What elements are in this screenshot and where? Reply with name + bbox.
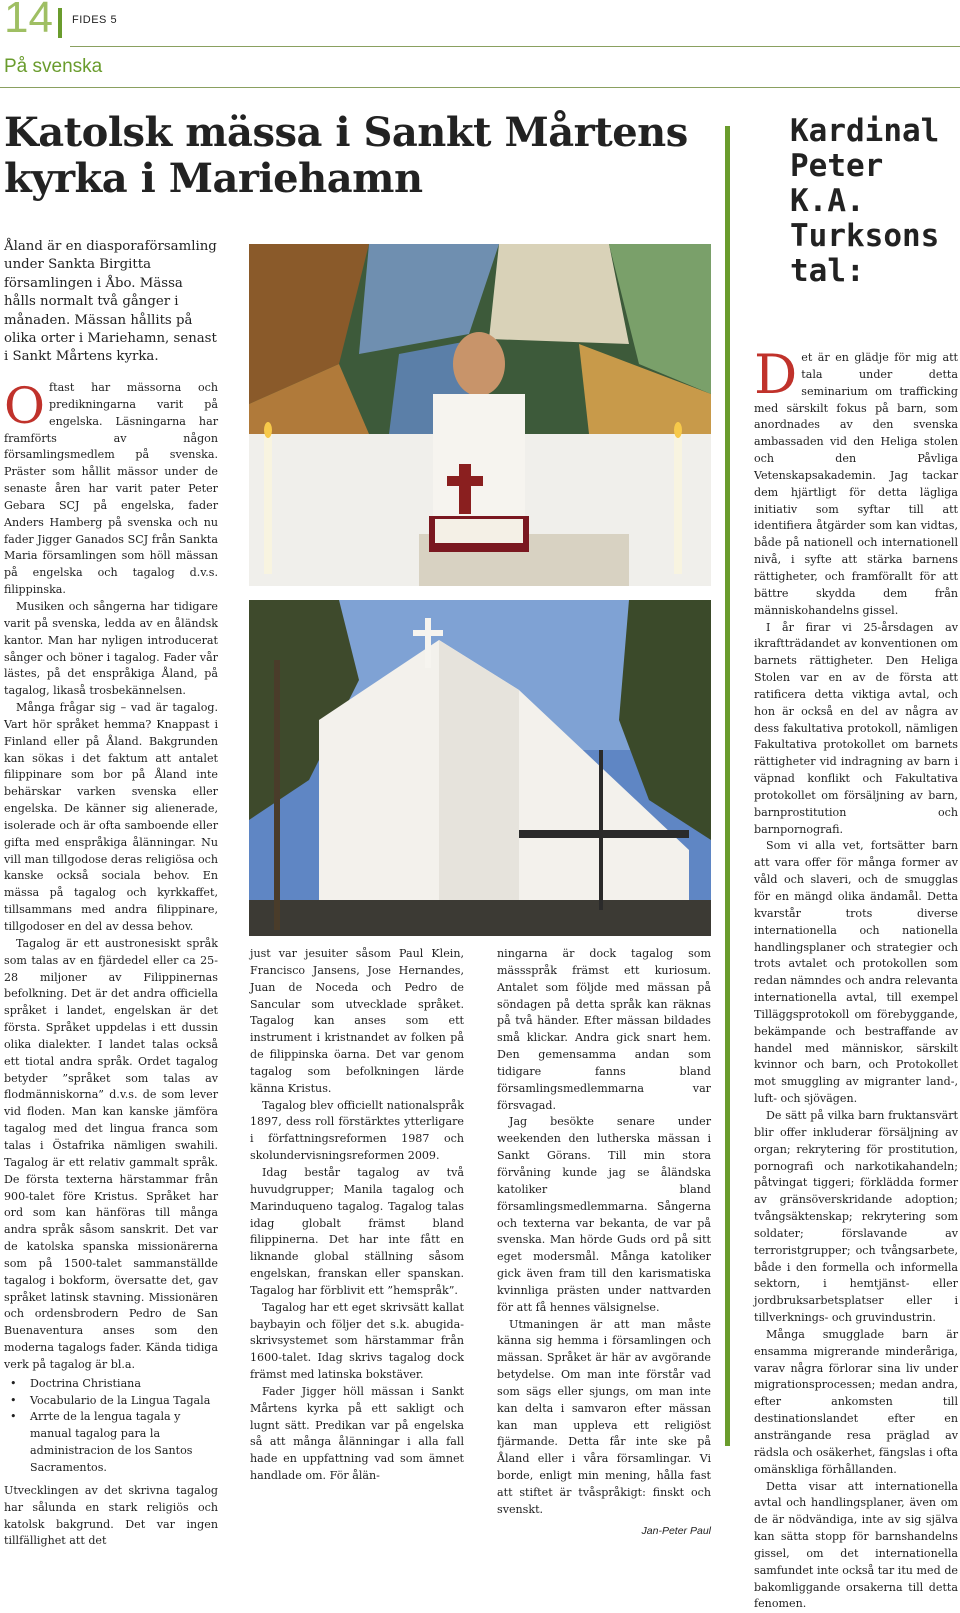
bullet-item: • Vocabulario de la Lingua Tagala [4, 1393, 218, 1410]
article-column-2 [250, 946, 464, 1485]
article-column-3 [497, 946, 711, 1540]
paragraph: Jag besökte senare under weekenden den lutherska mässan i Sankt Görans. Till min stora förvåning kunde jag se åländska katoliker bland församlingsmedlemmarna. Sångerna och texterna var bekanta, de var på svenska. Man hörde Guds ord på sitt eget modersmål. Många katoliker gick även fram till den karismatiska kvinnliga prästen under nattvarden för att få hennes välsignelse. [497, 1115, 711, 1314]
sidebar-first-paragraph [754, 343, 958, 620]
bullet-list [4, 1376, 218, 1477]
bullet-item: • Doctrina Christiana [4, 1376, 218, 1393]
paragraph: ningarna är dock tagalog som mässspråk främst ett kuriosum. Antalet som följde med mässan på söndagen på detta språk kan räknas på två händer. Efter mässan bildades små klickar. Andra gick snart hem. Den gemensamma andan som tidigare fanns bland församlingsmedlemmarna var försvagad. [497, 947, 711, 1112]
photo-church-exterior [249, 600, 711, 936]
first-paragraph [4, 377, 218, 599]
paragraph: Utmaningen är att man måste känna sig hemma i församlingen och mässan. Språket är här av avgörande betydelse. Om man inte förstår vad som sägs eller sjungs, om man inte kan delta i samvaron efter mässan kan man uppleva ett religiöst fjärmande. Detta får inte ske på Åland eller i våra församlingar. Vi borde, enligt min mening, hålla fast att stiftet är tvåspråkigt: finskt och svenskt. [497, 1317, 711, 1516]
paragraph: Tagalog har ett eget skrivsätt kallat baybayin och följer det s.k. abugida-skrivsystemet som härstammar från 1600-talet. Idag skrivs tagalog dock främst med latinska bokstäver. [250, 1300, 464, 1382]
magazine-name: FIDES 5 [72, 14, 118, 26]
article-column-1 [4, 377, 218, 1550]
sidebar-column [754, 343, 958, 1613]
paragraph: Tagalog blev officiellt nationalspråk 1897, dess roll förstärktes ytterligare i författningsreformen 1987 och skolundervisningsreformen 2009. [250, 1098, 464, 1163]
article-headline: Katolsk mässa i Sankt Mårtens kyrka i Mariehamn [4, 109, 688, 202]
dropcap: O [4, 377, 45, 435]
masthead-bar [58, 8, 62, 38]
sidebar-paragraph: Som vi alla vet, fortsätter barn att vara offer för många former av våld och slaveri, och de smugglas för en mängd olika ändamål. Detta kvarstår trots diverse internationella och nationella handlingsplaner och strategier och trots avtalet och protokollen som redan nämndes och andra relevanta internationella avtal, till exempel Tilläggsprotokoll om förebyggande, bekämpande och bestraffande av handel med människor, särskilt kvinnor och barn, och Protokollet mot smuggling av migranter land-, luft- och sjövägen. [754, 839, 958, 1106]
article-lead: Åland är en diasporaförsamling under Sankta Birgitta församlingen i Åbo. Mässa hålls normalt två gånger i månaden. Mässan hållits på olika orter i Mariehamn, senast i Sankt Mårtens kyrka. [4, 239, 217, 365]
bullet-item: • Arrte de la lengua tagala y manual tagalog para la administracion de los Santos Sacramentos. [4, 1409, 218, 1476]
section-rule [0, 87, 960, 88]
paragraph: just var jesuiter såsom Paul Klein, Francisco Jansens, Jose Hernandes, Juan de Noceda och Pedro de Sancular som utvecklade språket. Tagalog kan anses som ett instrument i kristnandet av folken på de filippinska öarna. Det var genom tagalog som befolkningen lärde känna Kristus. [250, 947, 464, 1095]
paragraph: Utvecklingen av det skrivna tagalog har sålunda en stark religiös och katolsk bakgrund. Det var ingen tillfällighet att det [4, 1483, 218, 1548]
section-label: På svenska [4, 56, 103, 77]
sidebar-dropcap: D [754, 343, 798, 406]
sidebar-title: Kardinal Peter K.A. Turksons tal: [790, 113, 940, 289]
sidebar-paragraph: Många smugglade barn är ensamma migrerande minderåriga, varav några förlorar sina liv under migrationsprocessen; medan andra, efter ankomsten till destinationslandet efter en ansträngande resa präglad av rädsla och osäkerhet, fängslas i ofta omänskliga förhållanden. [754, 1327, 958, 1476]
paragraph: Många frågar sig – vad är tagalog. Vart hör språket hemma? Knappast i Finland eller på Åland. Bakgrunden kan sökas i det faktum att antalet filippinare som bor på Åland inte behärskar varken svenska eller engelska. De känner sig alienerade, isolerade och är ofta samboende eller gifta med enspråkiga ålänningar. Nu vill man tillgodose deras religiösa och kanske också sociala behov. En mässa på tagalog och kyrkkaffet, tillsammans med andra filippinare, tillgodoser en del av dessa behov. [4, 701, 218, 933]
sidebar-first-paragraph-text: et är en glädje för mig att tala under detta seminarium om trafficking med särskilt fokus på barn, som anordnades av den svenska ambassaden vid den Heliga stolen och den Påvliga Vetenskapsakademin. Jag tackar dem hjärtligt för detta lägliga initiativ som syftar till att identifiera åtgärder som kan vidtas, både på nationell och internationell nivå, i syfte att stärka barnens rättigheter, och framförallt för att bättre skydda dem från människohandelns gissel. [754, 351, 958, 617]
header-rule [70, 46, 960, 47]
paragraph: Musiken och sångerna har tidigare varit på svenska, ledda av en åländsk kantor. Man har nyligen introducerat sånger och böner i tagalog. Fader vår lästes, på det enspråkiga Åland, på tagalog, likaså trosbekännelsen. [4, 599, 218, 698]
paragraph: Fader Jigger höll mässan i Sankt Mårtens kyrka på ett sakligt och lugnt sätt. Predikan var på engelska så att många ålänningar i alla fall hade en uppfattning vad som ämnet handlade om. För ålän- [250, 1384, 464, 1483]
first-paragraph-text: ftast har mässorna och predikningarna varit på engelska. Läsningarna har framförts av någon församlingsmedlem på svenska. Präster som hållit mässor under de senaste åren har varit pater Peter Gebara SCJ på engelska, fader Anders Hamberg på svenska och nu fader Jigger Ganados SCJ från Sankta Maria församlingen som höll mässan på engelska och tagalog d.v.s. filippinska. [4, 381, 218, 597]
sidebar-paragraph: I år firar vi 25-årsdagen av ikraftträdandet av konventionen om barnets rättigheter. Den Heliga Stolen var en av de första att ratificera detta viktiga avtal, och hon är också en del av några av dess fakultativa protokoll, nämligen Fakultativa protokollet om barnets rättigheter vid indragning av barn i väpnad konflikt och Fakultativa protokollet om försäljning av barn, barnprostitution och barnpornografi. [754, 620, 958, 836]
paragraph: Tagalog är ett austronesiskt språk som talas av en fjärdedel eller ca 25-28 miljoner av Filippinernas befolkning. Det är det andra officiella språket i landet, engelskan är det första. Språket uppdelas i ett dussin olika dialekter. I landet talas också ett tiotal andra språk. Ordet tagalog betyder ”språket som talas av flodmänniskorna” d.v.s. de som lever vid floden. Man kan kanske jämföra tagalog med det lingua franca som talas i Östafrika nämligen swahili. Tagalog är ett relativ gammalt språk. De första texterna härstammar från 900-talet före Kristus. Språket har ord som kan hänföras till många andra språk såsom sanskrit. Det var de katolska spanska missionärerna som på 1500-talet sammanställde tagalog i bokform, översatte det, gav språket latinsk stavning. Missionären och ordensbrodern Pedro de San Buenaventura anses som den moderna tagalogs fader. Kända tidiga verk på tagalog är bl.a. [4, 936, 218, 1371]
paragraph: Idag består tagalog av två huvudgrupper; Manila tagalog och Marinduqueno tagalog. Tagalog talas idag globalt främst bland filippinerna. Det har inte fått en liknande global ställning såsom engelskan, franskan eller spanskan. Tagalog har förblivit ett ”hemspråk”. [250, 1165, 464, 1297]
sidebar-divider [725, 126, 730, 1446]
sidebar-paragraph: De sätt på vilka barn fruktansvärt blir offer inkluderar försäljning av organ; rekrytering för prostitution, pornografi och narkotikahandeln; påtvingat tiggeri; förklädda former av gränsöverskridande adoption; tvångsäktenskap; rekrytering som soldater; förslavande av terroristgrupper; och tvångsarbete, både i den formella och informella sektorn, i hemtjänst- eller jordbruksarbetsplatser eller i tillverknings- och gruvindustrin. [754, 1108, 958, 1325]
stained-glass-photo [249, 244, 711, 586]
photo-priest-altar [249, 244, 711, 586]
author-credit: Jan-Peter Paul [641, 1524, 711, 1537]
sidebar-paragraph: Detta visar att internationella avtal och handlingsplaner, även om de är nödvändiga, inte av sig själva kan sätta stopp för barnshandelns gissel, om det internationella samfundet inte också tar itu med de bakomliggande orsakerna till detta fenomen. [754, 1479, 958, 1611]
page-number: 14 [4, 0, 53, 42]
church-photo [249, 600, 711, 936]
